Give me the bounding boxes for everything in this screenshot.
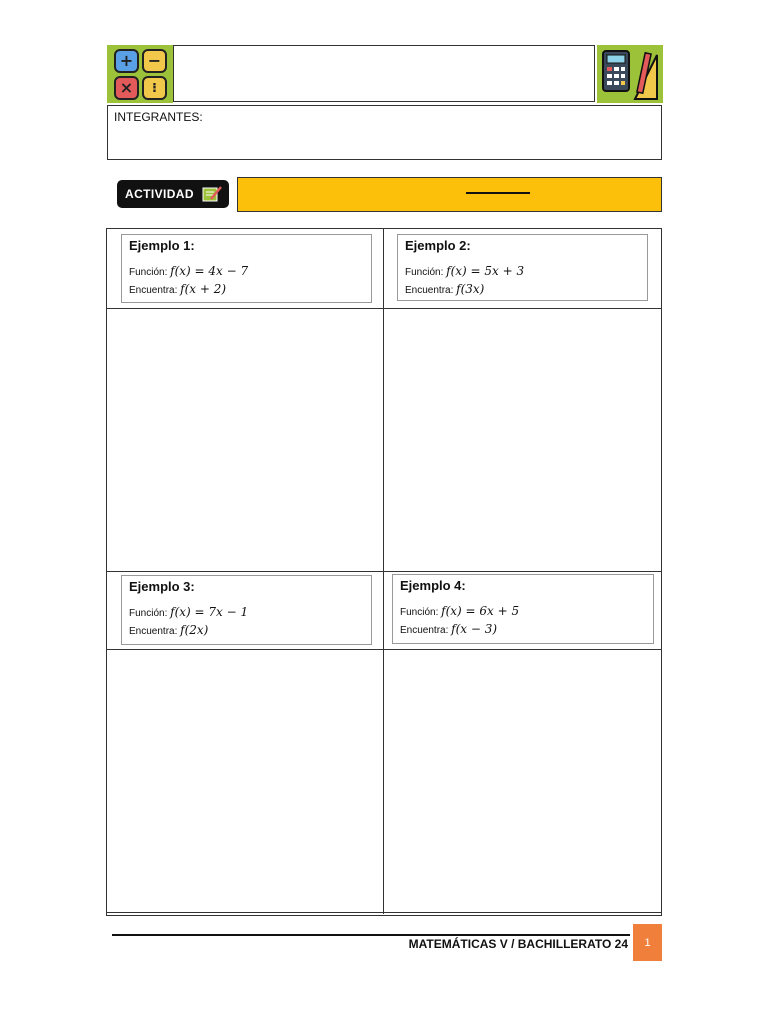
funcion-expression: f(x) = 5x + 3: [446, 264, 525, 278]
encuentra-expression: f(3x): [456, 282, 485, 296]
encuentra-label: Encuentra:: [129, 626, 178, 637]
funcion-expression: f(x) = 7x − 1: [170, 605, 249, 619]
divide-icon: ⁝: [142, 76, 167, 100]
example-title: Ejemplo 2:: [405, 238, 471, 253]
actividad-label: ACTIVIDAD: [125, 187, 194, 201]
example-1-work-area[interactable]: [108, 310, 382, 570]
calculator-ruler-icon: [597, 45, 663, 103]
funcion-label: Función:: [405, 267, 444, 278]
integrantes-field[interactable]: [107, 105, 662, 160]
funcion-expression: f(x) = 4x − 7: [170, 264, 249, 278]
encuentra-expression: f(2x): [180, 623, 209, 637]
example-3-card: [121, 575, 372, 645]
encuentra-expression: f(x + 2): [180, 282, 227, 296]
encuentra-expression: f(x − 3): [451, 622, 498, 636]
example-4-card: [392, 574, 654, 644]
actividad-badge: [117, 180, 229, 208]
example-2-card: [397, 234, 648, 301]
example-2-work-area[interactable]: [385, 310, 661, 570]
footer-rule: [112, 934, 630, 936]
notebook-pencil-icon: [202, 186, 222, 202]
encuentra-label: Encuentra:: [405, 285, 454, 296]
footer-text: MATEMÁTICAS V / BACHILLERATO 24: [408, 937, 628, 951]
example-title: Ejemplo 1:: [129, 238, 195, 253]
times-icon: ×: [114, 76, 139, 100]
funcion-expression: f(x) = 6x + 5: [441, 604, 520, 618]
grid-divider-3: [106, 649, 662, 650]
example-title: Ejemplo 4:: [400, 578, 466, 593]
grid-divider-2: [106, 571, 662, 572]
activity-title-underline: [466, 192, 530, 194]
example-title: Ejemplo 3:: [129, 579, 195, 594]
grid-divider-1: [106, 308, 662, 309]
minus-icon: −: [142, 49, 167, 73]
example-4-work-area[interactable]: [385, 651, 661, 911]
funcion-label: Función:: [129, 267, 168, 278]
math-operations-icon: [107, 45, 173, 103]
encuentra-label: Encuentra:: [400, 625, 449, 636]
integrantes-label: INTEGRANTES:: [114, 110, 203, 124]
example-1-card: [121, 234, 372, 303]
activity-title-bar: [237, 177, 662, 212]
funcion-label: Función:: [129, 608, 168, 619]
title-field[interactable]: [173, 45, 595, 102]
encuentra-label: Encuentra:: [129, 285, 178, 296]
grid-divider-4: [106, 912, 662, 913]
page-number: 1: [633, 924, 662, 961]
plus-icon: +: [114, 49, 139, 73]
example-3-work-area[interactable]: [108, 651, 382, 911]
funcion-label: Función:: [400, 607, 439, 618]
